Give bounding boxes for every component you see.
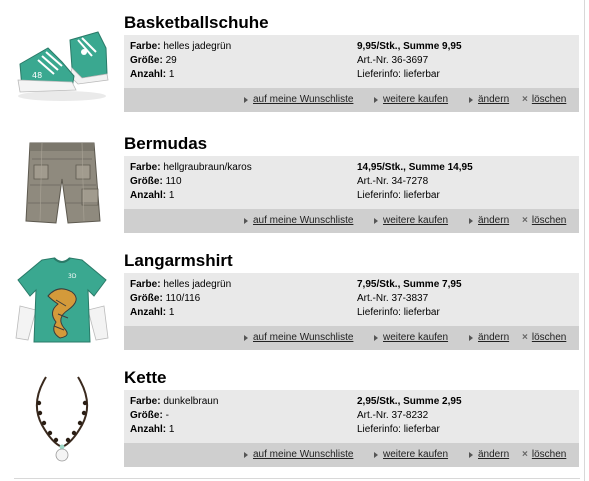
delete-link[interactable]: [522, 448, 566, 462]
quantity-label: Anzahl:: [130, 424, 167, 435]
arrow-right-icon: [374, 97, 378, 103]
quantity-row: [130, 306, 174, 320]
change-link[interactable]: [469, 93, 509, 107]
product-details-panel: [124, 35, 579, 112]
buy-more-link[interactable]: [374, 93, 448, 107]
arrow-right-icon: [374, 218, 378, 224]
wishlist-label: auf meine Wunschliste: [253, 94, 354, 105]
product-details-panel: [124, 273, 579, 350]
color-label: Farbe:: [130, 279, 161, 290]
size-label: Größe:: [130, 410, 163, 421]
color-value: helles jadegrün: [163, 41, 232, 52]
price-info: 7,95/Stk., Summe 7,95: [357, 279, 462, 290]
buy-more-label: weitere kaufen: [383, 94, 449, 105]
delete-label: löschen: [531, 215, 567, 226]
article-number: Art.-Nr. 37-3837: [357, 293, 429, 304]
svg-text:3D: 3D: [68, 273, 77, 280]
divider: [14, 478, 580, 479]
size-row: [130, 409, 169, 423]
arrow-right-icon: [469, 335, 473, 341]
color-label: Farbe:: [130, 162, 161, 173]
size-label: Größe:: [130, 176, 163, 187]
cart-item-bermudas: [0, 133, 584, 250]
cart-item-kette: [0, 367, 584, 481]
quantity-label: Anzahl:: [130, 69, 167, 80]
arrow-right-icon: [244, 452, 248, 458]
add-to-wishlist-link[interactable]: [244, 331, 353, 345]
add-to-wishlist-link[interactable]: [244, 214, 353, 228]
product-title: Bermudas: [124, 134, 208, 153]
arrow-right-icon: [469, 97, 473, 103]
article-number: Art.-Nr. 36-3697: [357, 55, 429, 66]
quantity-label: Anzahl:: [130, 307, 167, 318]
necklace-icon: [12, 373, 112, 463]
color-label: Farbe:: [130, 41, 161, 52]
size-row: [130, 292, 200, 306]
wishlist-label: auf meine Wunschliste: [253, 449, 354, 460]
price-info: 9,95/Stk., Summe 9,95: [357, 41, 462, 52]
delivery-info: Lieferinfo: lieferbar: [357, 190, 440, 201]
quantity-value: 1: [168, 190, 175, 201]
quantity-value: 1: [168, 69, 175, 80]
delivery-info: Lieferinfo: lieferbar: [357, 307, 440, 318]
price-info: 2,95/Stk., Summe 2,95: [357, 396, 462, 407]
delete-label: löschen: [531, 449, 567, 460]
change-link[interactable]: [469, 331, 509, 345]
quantity-label: Anzahl:: [130, 190, 167, 201]
buy-more-label: weitere kaufen: [383, 449, 449, 460]
size-value: -: [165, 410, 169, 421]
shirt-icon: [12, 256, 112, 346]
size-row: [130, 54, 177, 68]
delivery-info: Lieferinfo: lieferbar: [357, 424, 440, 435]
product-title: Basketballschuhe: [124, 13, 269, 32]
color-value: helles jadegrün: [163, 279, 232, 290]
add-to-wishlist-link[interactable]: [244, 93, 353, 107]
buy-more-label: weitere kaufen: [383, 332, 449, 343]
size-value: 110/116: [165, 293, 201, 304]
action-bar: [124, 209, 579, 233]
arrow-right-icon: [469, 218, 473, 224]
action-bar: [124, 443, 579, 467]
arrow-right-icon: [244, 335, 248, 341]
frame-border: [584, 0, 585, 481]
shoe-icon: [12, 18, 112, 108]
product-details-panel: [124, 390, 579, 467]
buy-more-link[interactable]: [374, 331, 448, 345]
color-value: dunkelbraun: [163, 396, 219, 407]
action-bar: [124, 88, 579, 112]
quantity-value: 1: [168, 424, 175, 435]
delivery-info: Lieferinfo: lieferbar: [357, 69, 440, 80]
product-title: Kette: [124, 368, 167, 387]
delete-link[interactable]: [522, 331, 566, 345]
change-label: ändern: [478, 332, 510, 343]
buy-more-link[interactable]: [374, 448, 448, 462]
color-row: [130, 161, 252, 175]
quantity-row: [130, 423, 174, 437]
size-value: 110: [165, 176, 182, 187]
action-bar: [124, 326, 579, 350]
price-info: 14,95/Stk., Summe 14,95: [357, 162, 473, 173]
color-row: [130, 278, 231, 292]
wishlist-label: auf meine Wunschliste: [253, 332, 354, 343]
change-label: ändern: [478, 215, 510, 226]
add-to-wishlist-link[interactable]: [244, 448, 353, 462]
article-number: Art.-Nr. 34-7278: [357, 176, 429, 187]
quantity-row: [130, 68, 174, 82]
buy-more-label: weitere kaufen: [383, 215, 449, 226]
change-label: ändern: [478, 94, 510, 105]
change-label: ändern: [478, 449, 510, 460]
delete-label: löschen: [531, 332, 567, 343]
close-icon: ×: [522, 449, 528, 460]
product-title: Langarmshirt: [124, 251, 233, 270]
color-row: [130, 395, 218, 409]
delete-link[interactable]: [522, 93, 566, 107]
change-link[interactable]: [469, 448, 509, 462]
wishlist-label: auf meine Wunschliste: [253, 215, 354, 226]
size-label: Größe:: [130, 293, 163, 304]
delete-link[interactable]: [522, 214, 566, 228]
product-details-panel: [124, 156, 579, 233]
close-icon: ×: [522, 215, 528, 226]
arrow-right-icon: [244, 218, 248, 224]
shorts-icon: [12, 139, 112, 229]
arrow-right-icon: [469, 452, 473, 458]
size-label: Größe:: [130, 55, 163, 66]
color-row: [130, 40, 231, 54]
size-row: [130, 175, 182, 189]
arrow-right-icon: [374, 452, 378, 458]
close-icon: ×: [522, 94, 528, 105]
color-label: Farbe:: [130, 396, 161, 407]
article-number: Art.-Nr. 37-8232: [357, 410, 429, 421]
quantity-value: 1: [168, 307, 175, 318]
change-link[interactable]: [469, 214, 509, 228]
arrow-right-icon: [244, 97, 248, 103]
arrow-right-icon: [374, 335, 378, 341]
cart-item-langarmshirt: [0, 250, 584, 367]
size-value: 29: [165, 55, 177, 66]
svg-text:48: 48: [32, 71, 43, 80]
color-value: hellgraubraun/karos: [163, 162, 252, 173]
close-icon: ×: [522, 332, 528, 343]
delete-label: löschen: [531, 94, 567, 105]
buy-more-link[interactable]: [374, 214, 448, 228]
quantity-row: [130, 189, 174, 203]
cart-item-basketballschuhe: [0, 12, 584, 129]
